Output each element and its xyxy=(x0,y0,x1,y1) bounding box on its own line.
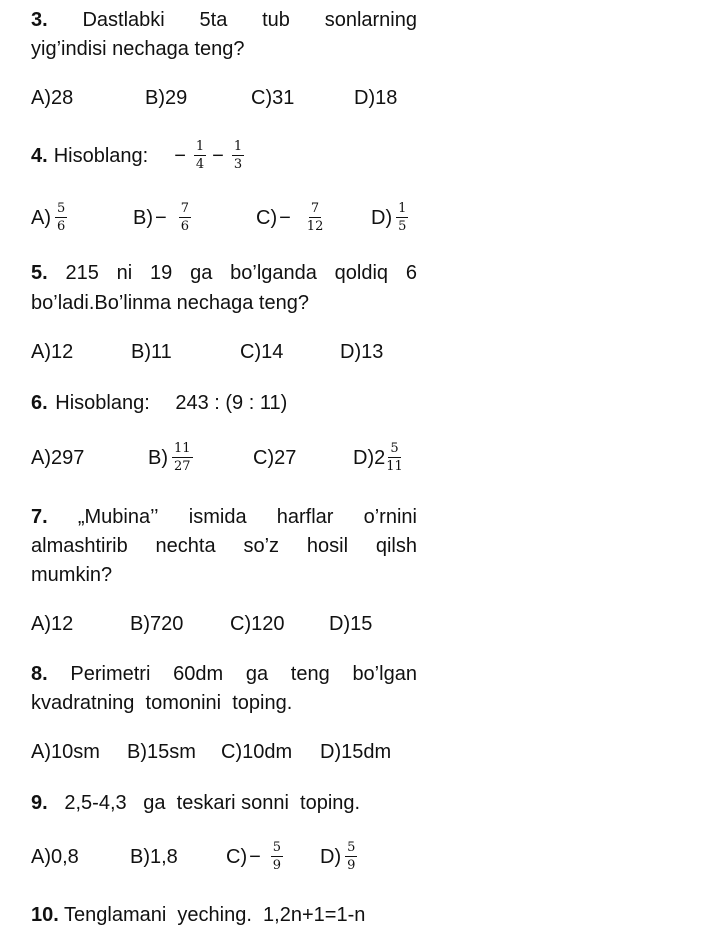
option-b[interactable]: B) 29 xyxy=(145,86,188,109)
option-a[interactable]: A) 10sm xyxy=(31,740,100,763)
option-b[interactable]: B) 15sm xyxy=(127,740,196,763)
option-d[interactable]: D) 15 xyxy=(329,612,373,635)
option-b[interactable]: B) 11 xyxy=(131,340,172,363)
option-b[interactable]: B) $\frac{11}{27}$ xyxy=(148,441,191,474)
option-c[interactable]: C) 14 xyxy=(240,340,284,363)
question-5-line-1: 5. 215 ni 19 ga bo’lganda qoldiq 6 xyxy=(31,262,417,284)
fraction: $\frac{1}{4}$ xyxy=(195,139,205,172)
fraction: $\frac{7}{6}$ xyxy=(180,201,189,234)
option-a[interactable]: A) 12 xyxy=(31,340,74,363)
question-number: 4. xyxy=(31,145,48,167)
option-d[interactable]: D) 15dm xyxy=(320,740,392,763)
question-7-line-2: almashtirib nechta so’z hosil qilsh xyxy=(31,535,417,557)
option-c[interactable]: C) − $\frac{7}{12}$ xyxy=(256,201,324,234)
fraction: $\frac{7}{12}$ xyxy=(306,201,324,234)
option-c[interactable]: C) 31 xyxy=(251,86,295,109)
option-b[interactable]: B) − $\frac{7}{6}$ xyxy=(133,201,189,234)
question-number: 7. xyxy=(31,506,48,528)
fraction: $\frac{5}{9}$ xyxy=(272,840,282,873)
question-number: 8. xyxy=(31,663,48,685)
question-number: 6. xyxy=(31,392,48,414)
question-9-line xyxy=(31,791,360,815)
question-text: 2,5-4,3 ga teskari sonni toping. xyxy=(64,792,361,814)
option-a[interactable]: A) 28 xyxy=(31,86,74,109)
fraction: $\frac{5}{11}$ xyxy=(386,441,403,474)
question-3-line-2: yig’indisi nechaga teng? xyxy=(31,38,245,60)
fraction: $\frac{5}{9}$ xyxy=(347,840,356,873)
option-d[interactable]: D) 18 xyxy=(354,86,398,109)
question-10-line xyxy=(31,903,365,927)
option-d[interactable]: D) $\frac{5}{9}$ xyxy=(320,840,356,873)
option-a[interactable]: A) $\frac{5}{6}$ xyxy=(31,201,66,234)
question-expression: 243 : (9 : 11) xyxy=(175,392,288,414)
question-word: Dastlabki xyxy=(82,9,165,31)
question-word: tub xyxy=(262,9,290,31)
question-5-line-2: bo’ladi.Bo’linma nechaga teng? xyxy=(31,292,309,314)
option-c[interactable]: C) 10dm xyxy=(221,740,293,763)
question-word: 5ta xyxy=(199,9,228,31)
question-7-line-1: 7. „Mubina’’ ismida harflar o’rnini xyxy=(31,506,417,528)
option-a[interactable]: A) 297 xyxy=(31,446,85,469)
option-c[interactable]: C) 120 xyxy=(230,612,285,635)
option-a[interactable]: A) 12 xyxy=(31,612,74,635)
question-3-line-1 xyxy=(31,8,417,32)
option-b[interactable]: B) 720 xyxy=(130,612,184,635)
option-c[interactable]: C) − $\frac{5}{9}$ xyxy=(226,840,282,873)
fraction: $\frac{1}{5}$ xyxy=(398,201,407,234)
question-7-line-3: mumkin? xyxy=(31,564,113,586)
question-8-line-1: 8. Perimetri 60dm ga teng bo’lgan xyxy=(31,663,417,685)
option-d[interactable]: D) 2 $\frac{5}{11}$ xyxy=(353,441,403,474)
question-6-line xyxy=(31,391,287,415)
option-a[interactable]: A) 0,8 xyxy=(31,845,79,868)
fraction: $\frac{1}{3}$ xyxy=(233,139,243,172)
question-4-line xyxy=(31,134,244,178)
question-number: 5. xyxy=(31,262,48,284)
option-b[interactable]: B) 1,8 xyxy=(130,845,178,868)
question-number: 10. xyxy=(31,904,59,926)
question-number: 3. xyxy=(31,9,48,31)
option-d[interactable]: D) $\frac{1}{5}$ xyxy=(371,201,407,234)
option-d[interactable]: D) 13 xyxy=(340,340,384,363)
question-equation: 1,2n+1=1-n xyxy=(263,904,366,926)
option-c[interactable]: C) 27 xyxy=(253,446,297,469)
question-expression: − $\frac{1}{4}$ − $\frac{1}{3}$ xyxy=(174,139,243,172)
question-text: Tenglamani yeching. xyxy=(64,904,252,926)
question-text: Hisoblang: xyxy=(55,392,150,414)
question-word: sonlarning xyxy=(324,9,417,31)
question-number: 9. xyxy=(31,792,48,814)
fraction: $\frac{5}{6}$ xyxy=(57,201,66,234)
fraction: $\frac{11}{27}$ xyxy=(174,441,191,474)
question-8-line-2: kvadratning tomonini toping. xyxy=(31,692,293,714)
question-text: Hisoblang: xyxy=(53,145,149,167)
